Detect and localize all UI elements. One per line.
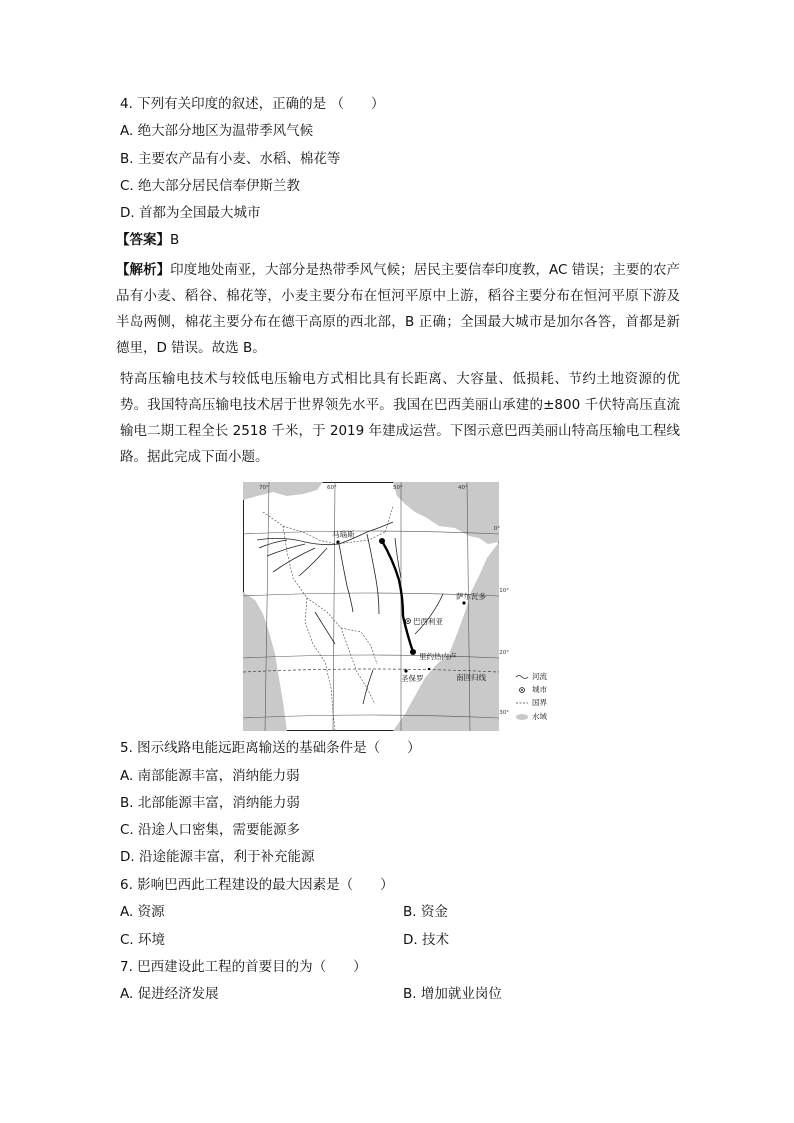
q7-stem: 7. 巴西建设此工程的首要目的为（ ） (120, 959, 367, 975)
brazil-transmission-map (243, 482, 547, 731)
q4-option-d: D. 首都为全国最大城市 (120, 205, 261, 221)
city-label-salvador: 萨尔瓦多 (456, 592, 486, 601)
answer-label: 【答案】 (116, 232, 170, 248)
map-legend (516, 671, 547, 721)
lat-label-10: 10° (499, 588, 509, 594)
q7-option-a: A. 促进经济发展 (120, 986, 219, 1002)
q4-option-a: A. 绝大部分地区为温带季风气候 (120, 123, 314, 139)
q5-option-a: A. 南部能源丰富，消纳能力弱 (120, 768, 300, 784)
legend-water: 水域 (532, 712, 547, 721)
q5-option-b: B. 北部能源丰富，消纳能力弱 (120, 795, 300, 811)
saopaulo-marker (404, 669, 407, 672)
q5-stem: 5. 图示线路电能远距离输送的基础条件是（ ） (120, 740, 421, 756)
manaus-marker (336, 540, 339, 543)
legend-border: 国界 (532, 698, 547, 707)
q4-option-c: C. 绝大部分居民信奉伊斯兰教 (120, 178, 301, 194)
line-endpoint-south (410, 649, 416, 655)
lon-label-70: 70° (259, 485, 269, 491)
answer-value: B (170, 232, 180, 248)
q4-stem: 4. 下列有关印度的叙述，正确的是 （ ） (120, 96, 385, 112)
q4-analysis (116, 257, 680, 361)
lon-label-60: 60° (327, 485, 337, 491)
q5-option-c: C. 沿途人口密集，需要能源多 (120, 822, 301, 838)
lat-label-0: 0° (493, 526, 500, 532)
city-label-brasilia: 巴西利亚 (413, 617, 443, 626)
q4-option-b: B. 主要农产品有小麦、水稻、棉花等 (120, 151, 341, 167)
q6-option-d: D. 技术 (403, 932, 449, 948)
city-label-manaus: 马瑙斯 (332, 530, 355, 539)
lon-label-40: 40° (458, 485, 468, 491)
analysis-label: 【解析】 (116, 262, 171, 278)
line-endpoint-north (379, 538, 385, 544)
lat-label-20: 20° (499, 650, 509, 656)
city-label-rio: 里约热内卢 (419, 652, 457, 661)
q4-answer (116, 231, 179, 249)
lon-label-50: 50° (393, 485, 403, 491)
intro-paragraph: 特高压输电技术与较低电压输电方式相比具有长距离、大容量、低损耗、节约土地资源的优势。我国特高压输电技术居于世界领先水平。我国在巴西美丽山承建的±800 千伏特高压直流输电二期工程全长 2518 千米，于 2019 年建成运营。下图示意巴西美丽山特高压输电工程线路。据此完成下面小题。 (120, 371, 680, 465)
tropic-label: 南回归线 (456, 673, 486, 682)
city-label-saopaulo: 圣保罗 (401, 674, 424, 683)
analysis-text: 印度地处南亚，大部分是热带季风气候；居民主要信奉印度教，AC 错误；主要的农产品有小麦、稻谷、棉花等，小麦主要分布在恒河平原中上游，稻谷主要分布在恒河平原下游及半岛两侧，棉花主要分布在德干高原的西北部，B 正确；全国最大城市是加尔各答，首都是新德里，D 错误。故选 B。 (116, 262, 681, 356)
q7-option-b: B. 增加就业岗位 (403, 986, 502, 1002)
q6-option-c: C. 环境 (120, 932, 166, 948)
legend-river: 河流 (532, 672, 547, 681)
q6-option-b: B. 资金 (403, 904, 448, 920)
q6-option-a: A. 资源 (120, 904, 165, 920)
q6-stem: 6. 影响巴西此工程建设的最大因素是（ ） (120, 877, 394, 893)
salvador-marker (462, 601, 465, 604)
q5-option-d: D. 沿途能源丰富，利于补充能源 (120, 849, 315, 865)
legend-city: 城市 (532, 685, 547, 694)
lat-label-30: 30° (499, 710, 509, 716)
